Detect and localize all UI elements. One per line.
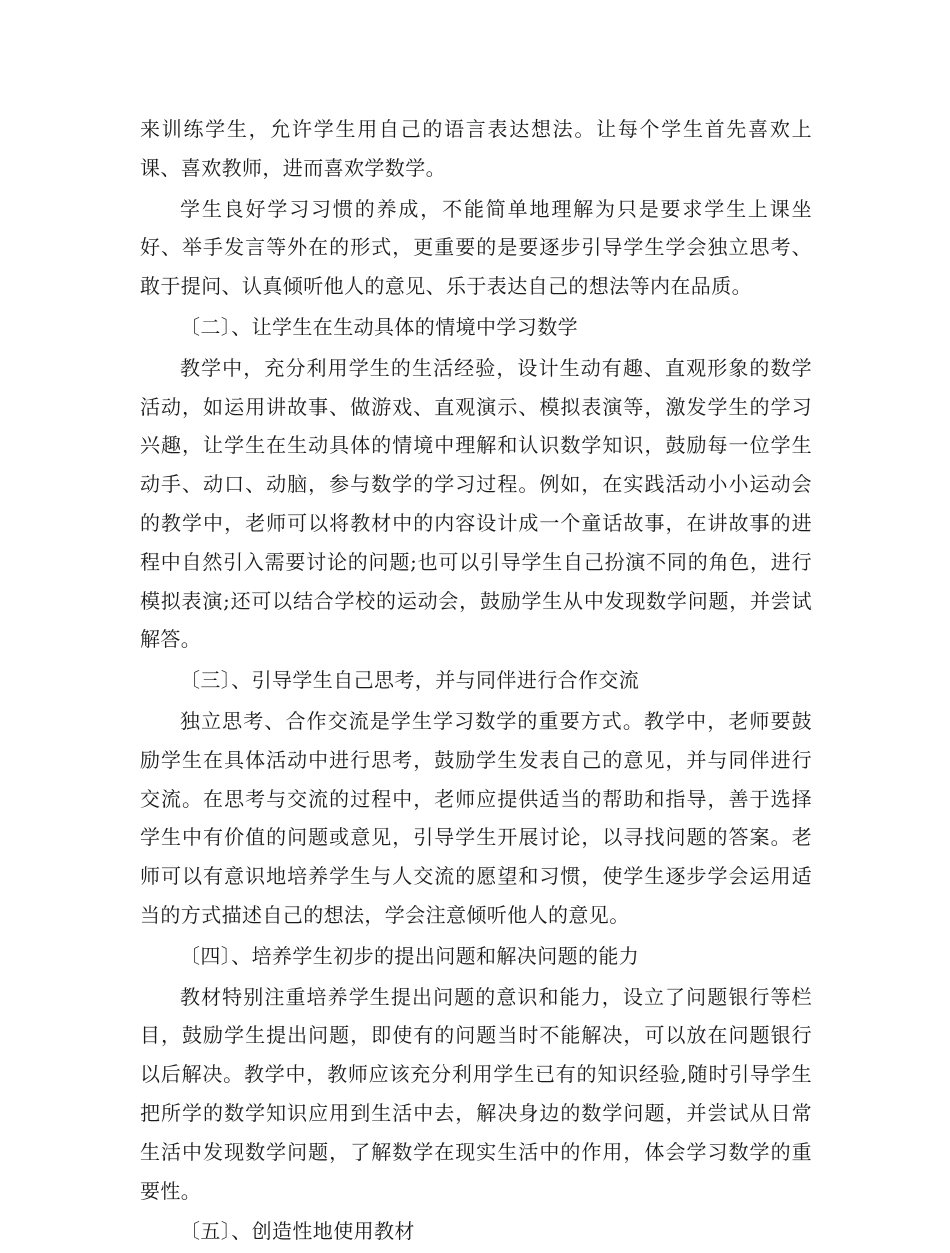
section-heading: 〔二〕、让学生在生动具体的情境中学习数学 <box>180 314 578 339</box>
document-body <box>140 110 812 1253</box>
section-heading: 〔四〕、培养学生初步的提出问题和解决问题的能力 <box>180 943 640 968</box>
paragraph: 独立思考、合作交流是学生学习数学的重要方式。教学中，老师要鼓励学生在具体活动中进行思考，鼓励学生发表自己的意见，并与同伴进行交流。在思考与交流的过程中，老师应提供适当的帮助和指导，善于选择学生中有价值的问题或意见，引导学生开展讨论，以寻找问题的答案。老师可以有意识地培养学生与人交流的愿望和习惯，使学生逐步学会运用适当的方式描述自己的想法，学会注意倾听他人的意见。 <box>140 708 812 927</box>
paragraph: 教学中，充分利用学生的生活经验，设计生动有趣、直观形象的数学活动，如运用讲故事、做游戏、直观演示、模拟表演等，激发学生的学习兴趣，让学生在生动具体的情境中理解和认识数学知识，鼓励每一位学生动手、动口、动脑，参与数学的学习过程。例如，在实践活动小小运动会的教学中，老师可以将教材中的内容设计成一个童话故事，在讲故事的进程中自然引入需要讨论的问题;也可以引导学生自己扮演不同的角色，进行模拟表演;还可以结合学校的运动会，鼓励学生从中发现数学问题，并尝试解答。 <box>140 355 812 652</box>
paragraph: 来训练学生，允许学生用自己的语言表达想法。让每个学生首先喜欢上课、喜欢教师，进而喜欢学数学。 <box>140 117 812 180</box>
section-heading: 〔五〕、创造性地使用教材 <box>180 1219 415 1244</box>
paragraph: 教材特别注重培养学生提出问题的意识和能力，设立了问题银行等栏目，鼓励学生提出问题，即使有的问题当时不能解决，可以放在问题银行以后解决。教学中，教师应该充分利用学生已有的知识经验,随时引导学生把所学的数学知识应用到生活中去，解决身边的数学问题，并尝试从日常生活中发现数学问题，了解数学在现实生活中的作用，体会学习数学的重要性。 <box>140 984 812 1203</box>
paragraph: 学生良好学习习惯的养成，不能简单地理解为只是要求学生上课坐好、举手发言等外在的形式，更重要的是要逐步引导学生学会独立思考、敢于提问、认真倾听他人的意见、乐于表达自己的想法等内在品质。 <box>140 196 812 299</box>
section-heading: 〔三〕、引导学生自己思考，并与同伴进行合作交流 <box>180 668 640 693</box>
